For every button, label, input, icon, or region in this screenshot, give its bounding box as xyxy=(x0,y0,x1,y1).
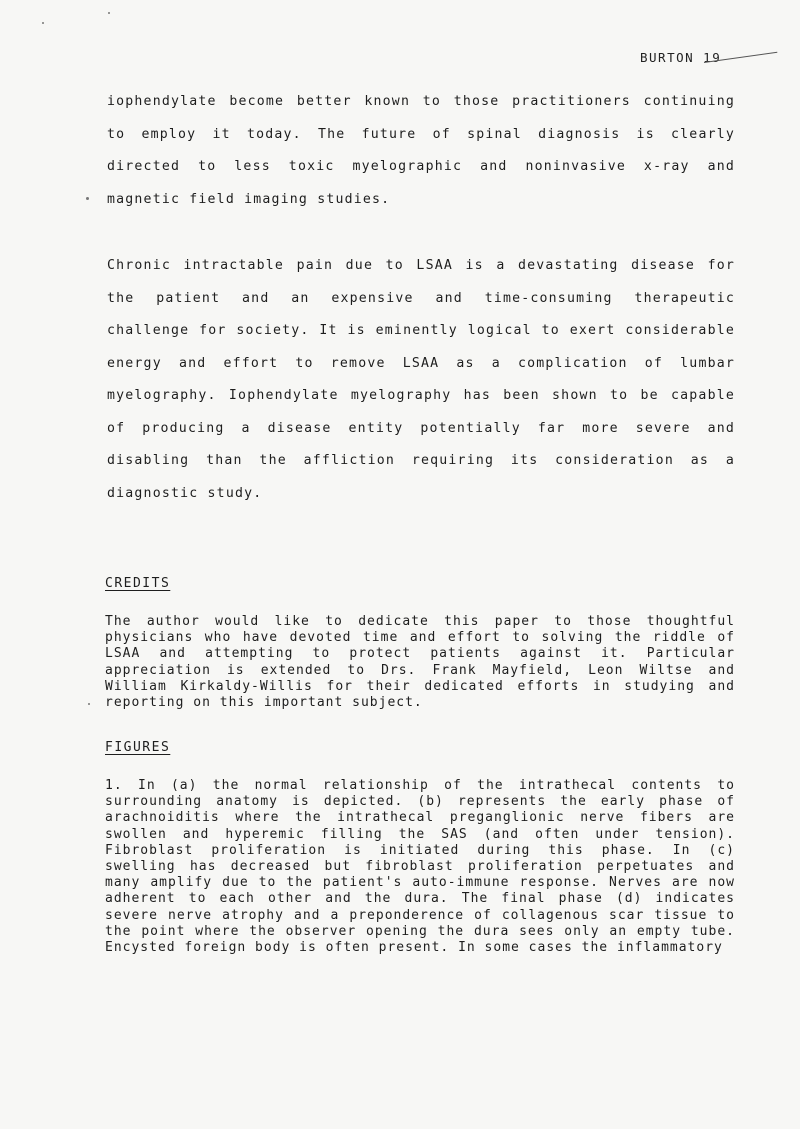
paper-speck xyxy=(108,12,110,14)
body-paragraph-2: Chronic intractable pain due to LSAA is a devastating disease for the patient and an expensive and time-consuming therapeutic challenge for society. It is eminently logical to exert considerable energy and effort to remove LSAA as a complication of lumbar myelography. Iophendylate myelography has been shown to be capable of producing a disease entity potentially far more severe and disabling than the affliction requiring its consideration as a diagnostic study. xyxy=(107,258,735,501)
body-paragraph-1: iophendylate become better known to those practitioners continuing to employ it today. The future of spinal diagnosis is clearly directed to less toxic myelographic and noninvasive x-ray and magnetic field imaging studies. xyxy=(107,94,735,207)
page-header-label: BURTON 19 xyxy=(640,50,722,65)
credits-heading: CREDITS xyxy=(105,576,171,591)
paper-speck xyxy=(86,197,89,200)
credits-paragraph: The author would like to dedicate this paper to those thoughtful physicians who have devoted time and effort to solving the riddle of LSAA and attempting to protect patients against it. Particular appreciation is extended to Drs. Frank Mayfield, Leon Wiltse and William Kirkaldy-Willis for their dedicated efforts in studying and reporting on this important subject. xyxy=(105,614,735,711)
figures-heading: FIGURES xyxy=(105,740,171,755)
paper-speck xyxy=(42,22,44,24)
figures-paragraph: 1. In (a) the normal relationship of the intrathecal contents to surrounding anatomy is depicted. (b) represents the early phase of arachnoiditis where the intrathecal preganglionic nerve fibers are swollen and hyperemic filling the SAS (and often under tension). Fibroblast proliferation is initiated during this phase. In (c) swelling has decreased but fibroblast proliferation perpetuates and many amplify due to the patient's auto-immune response. Nerves are now adherent to each other and the dura. The final phase (d) indicates severe nerve atrophy and a preponderence of collagenous scar tissue to the point where the observer opening the dura sees only an empty tube. Encysted foreign body is often present. In some cases the inflammatory xyxy=(105,778,735,956)
paper-speck xyxy=(88,703,90,705)
